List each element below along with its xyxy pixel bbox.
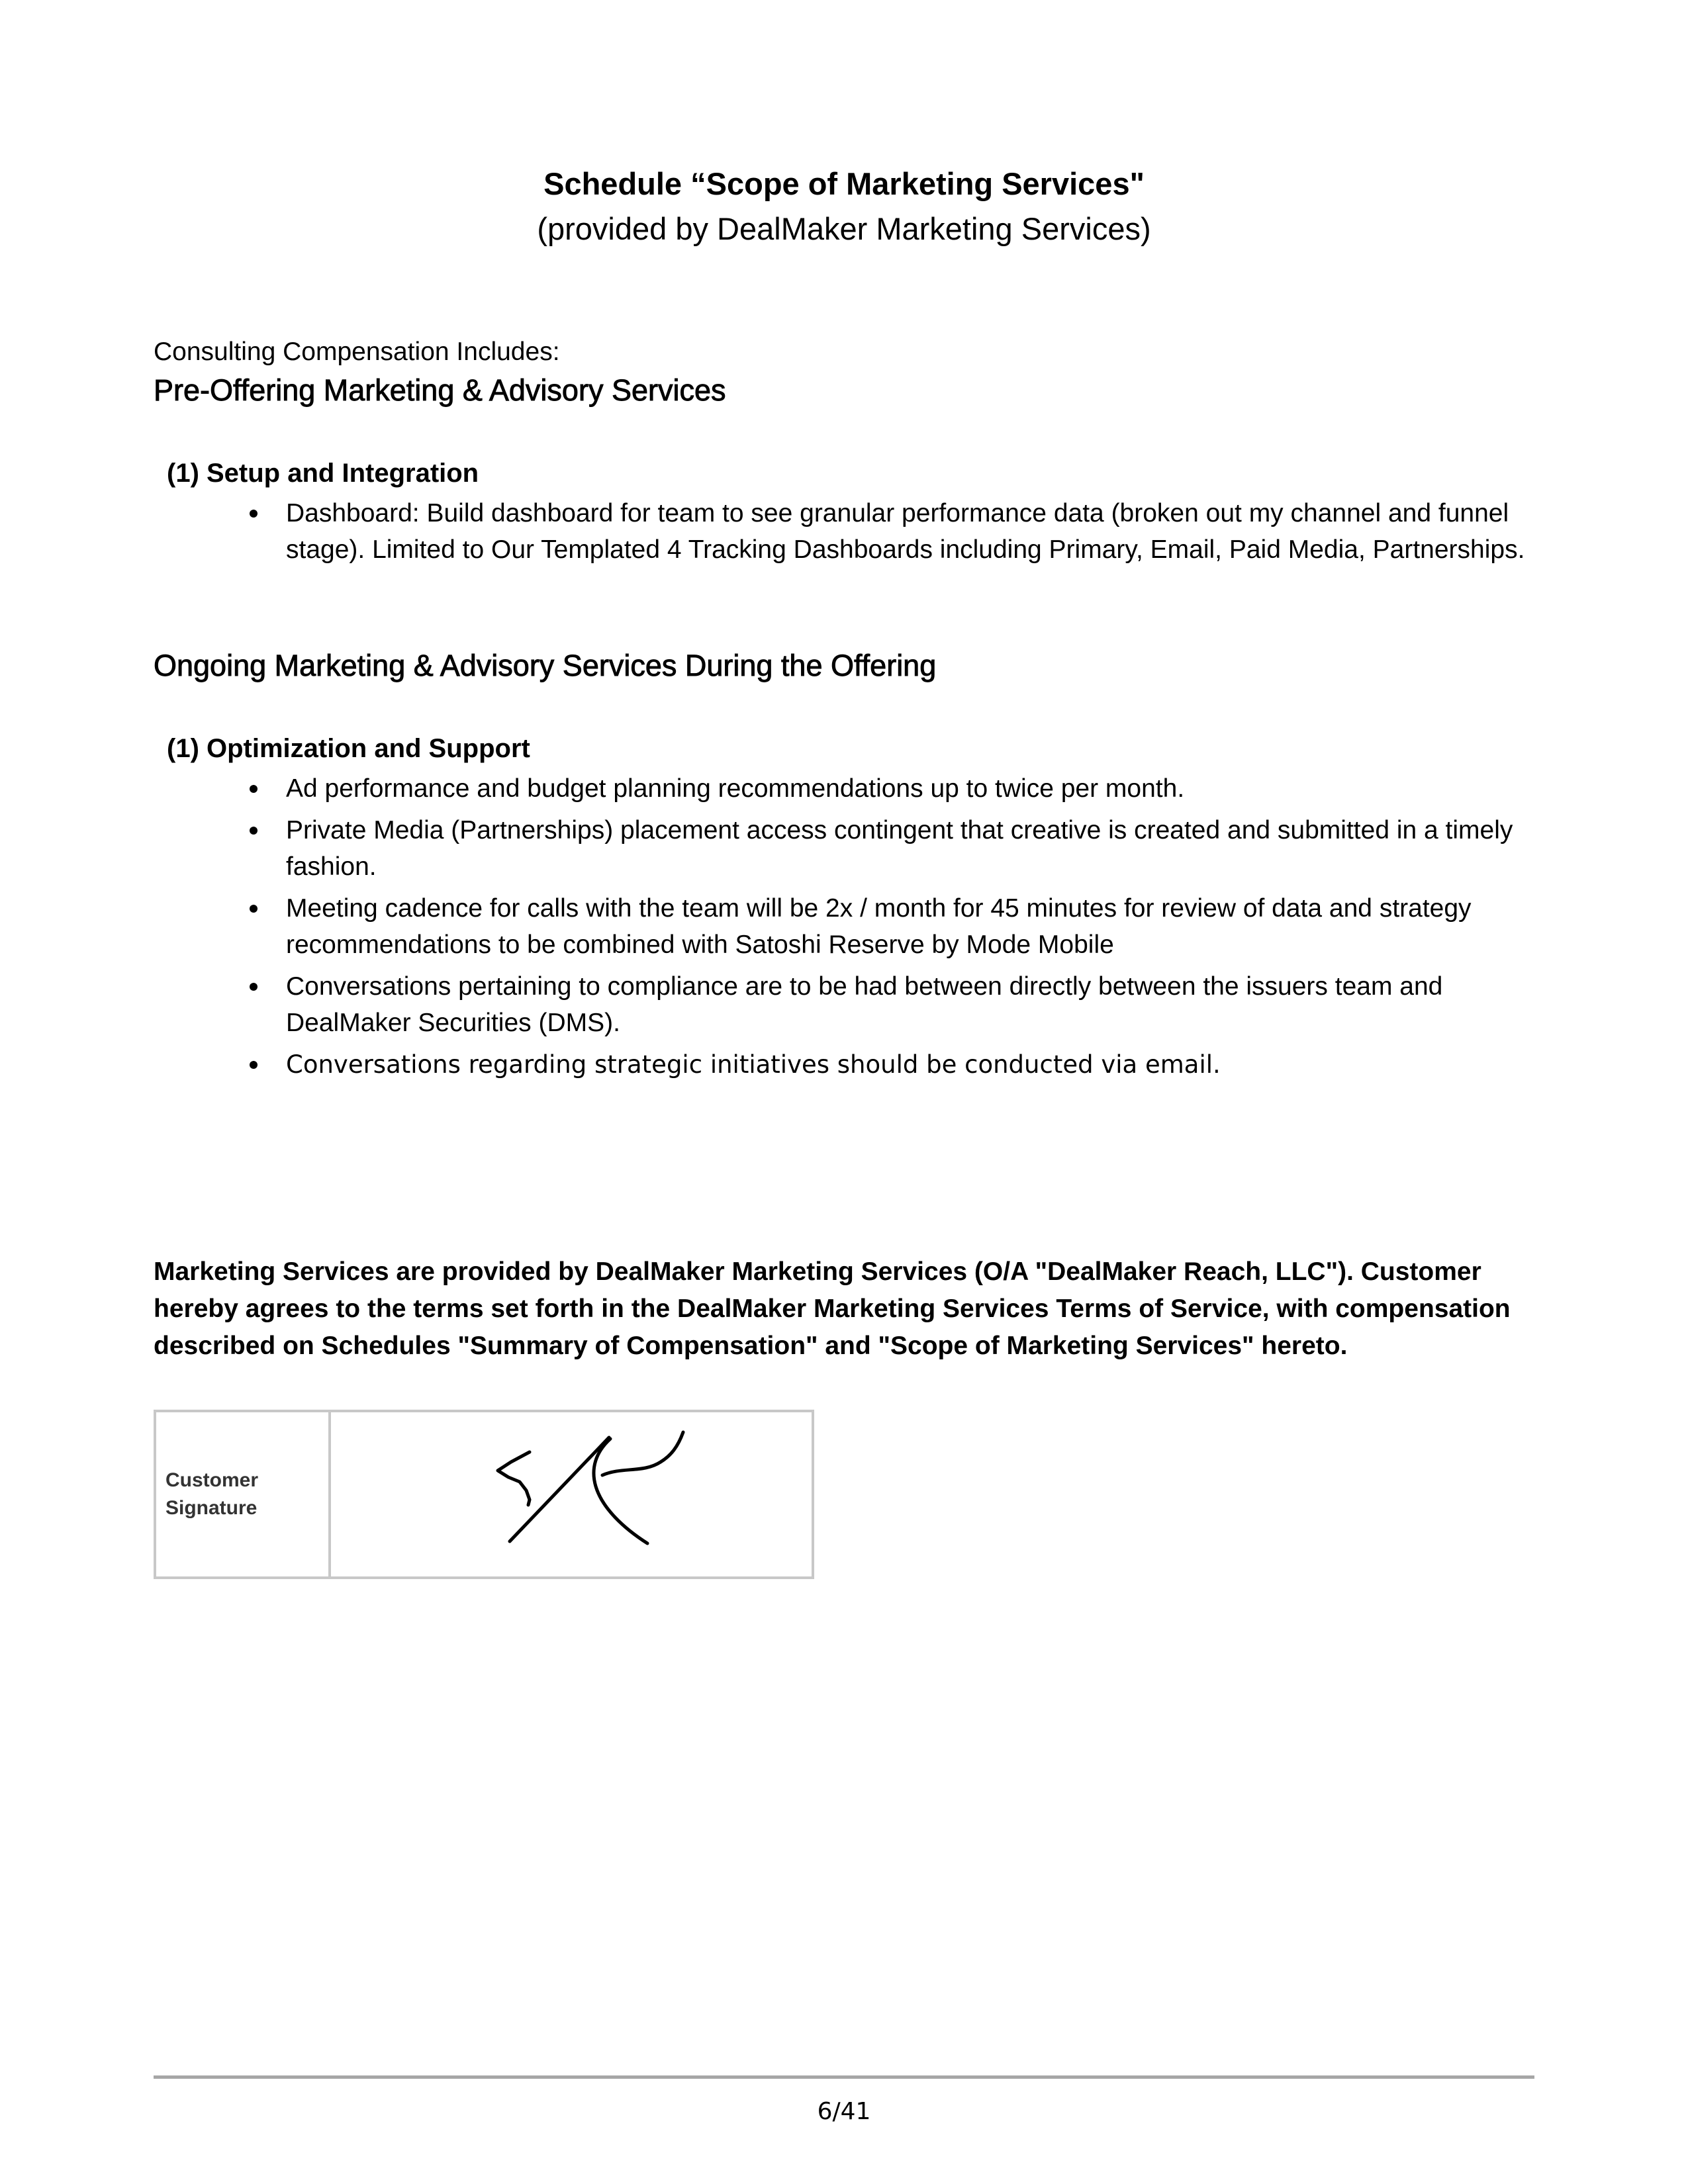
bullet-icon xyxy=(250,827,258,835)
bullet-icon xyxy=(250,905,258,913)
bullet-text: Conversations regarding strategic initiatives should be conducted via email. xyxy=(286,1050,1221,1079)
list-item xyxy=(286,770,1544,807)
bullet-icon xyxy=(250,785,258,793)
subheading-setup-integration: (1) Setup and Integration xyxy=(167,459,479,488)
bullet-text: Private Media (Partnerships) placement access contingent that creative is created and submitted in a timely fashion. xyxy=(286,816,1513,881)
bullet-list-setup xyxy=(286,495,1544,573)
bullet-list-optimization xyxy=(286,770,1544,1088)
bullet-icon xyxy=(250,1061,258,1069)
footer-divider xyxy=(154,2075,1534,2079)
bullet-text: Conversations pertaining to compliance are to be had between directly between the issuers team and DealMaker Securities (DMS). xyxy=(286,972,1443,1037)
signature-table xyxy=(154,1410,814,1579)
section-heading-ongoing: Ongoing Marketing & Advisory Services During the Offering xyxy=(154,649,937,682)
list-item xyxy=(286,968,1544,1041)
handwritten-signature-icon xyxy=(437,1426,768,1558)
bullet-text: Ad performance and budget planning recommendations up to twice per month. xyxy=(286,774,1185,803)
page-title: Schedule “Scope of Marketing Services" xyxy=(543,166,1145,201)
bullet-icon xyxy=(250,983,258,991)
subheading-optimization-support: (1) Optimization and Support xyxy=(167,734,530,763)
section-heading-pre-offering: Pre-Offering Marketing & Advisory Services xyxy=(154,373,726,407)
page-subtitle: (provided by DealMaker Marketing Services) xyxy=(537,211,1151,246)
bullet-icon xyxy=(250,510,258,518)
list-item xyxy=(286,495,1544,568)
bullet-text: Meeting cadence for calls with the team will be 2x / month for 45 minutes for review of data and strategy recommendations to be combined with Satoshi Reserve by Mode Mobile xyxy=(286,894,1472,959)
agreement-text: Marketing Services are provided by DealMaker Marketing Services (O/A "DealMaker Reach, LLC"). Customer hereby agrees to the terms set forth in the DealMaker Marketing Services Terms of Service, with compensation described on Schedules "Summary of Compensation" and "Scope of Marketing Services" hereto. xyxy=(154,1257,1511,1360)
intro-text: Consulting Compensation Includes: xyxy=(154,338,560,366)
list-item xyxy=(286,812,1544,885)
list-item xyxy=(286,890,1544,963)
signature-cell[interactable] xyxy=(331,1412,812,1576)
signature-label: Customer Signature xyxy=(165,1469,259,1519)
bullet-text: Dashboard: Build dashboard for team to see granular performance data (broken out my channel and funnel stage). Limited to Our Templated 4 Tracking Dashboards including Primary, Email, Paid Media, Partnerships. xyxy=(286,499,1525,564)
list-item xyxy=(286,1046,1544,1083)
page-number: 6/41 xyxy=(817,2098,871,2125)
signature-label-cell xyxy=(156,1412,331,1576)
